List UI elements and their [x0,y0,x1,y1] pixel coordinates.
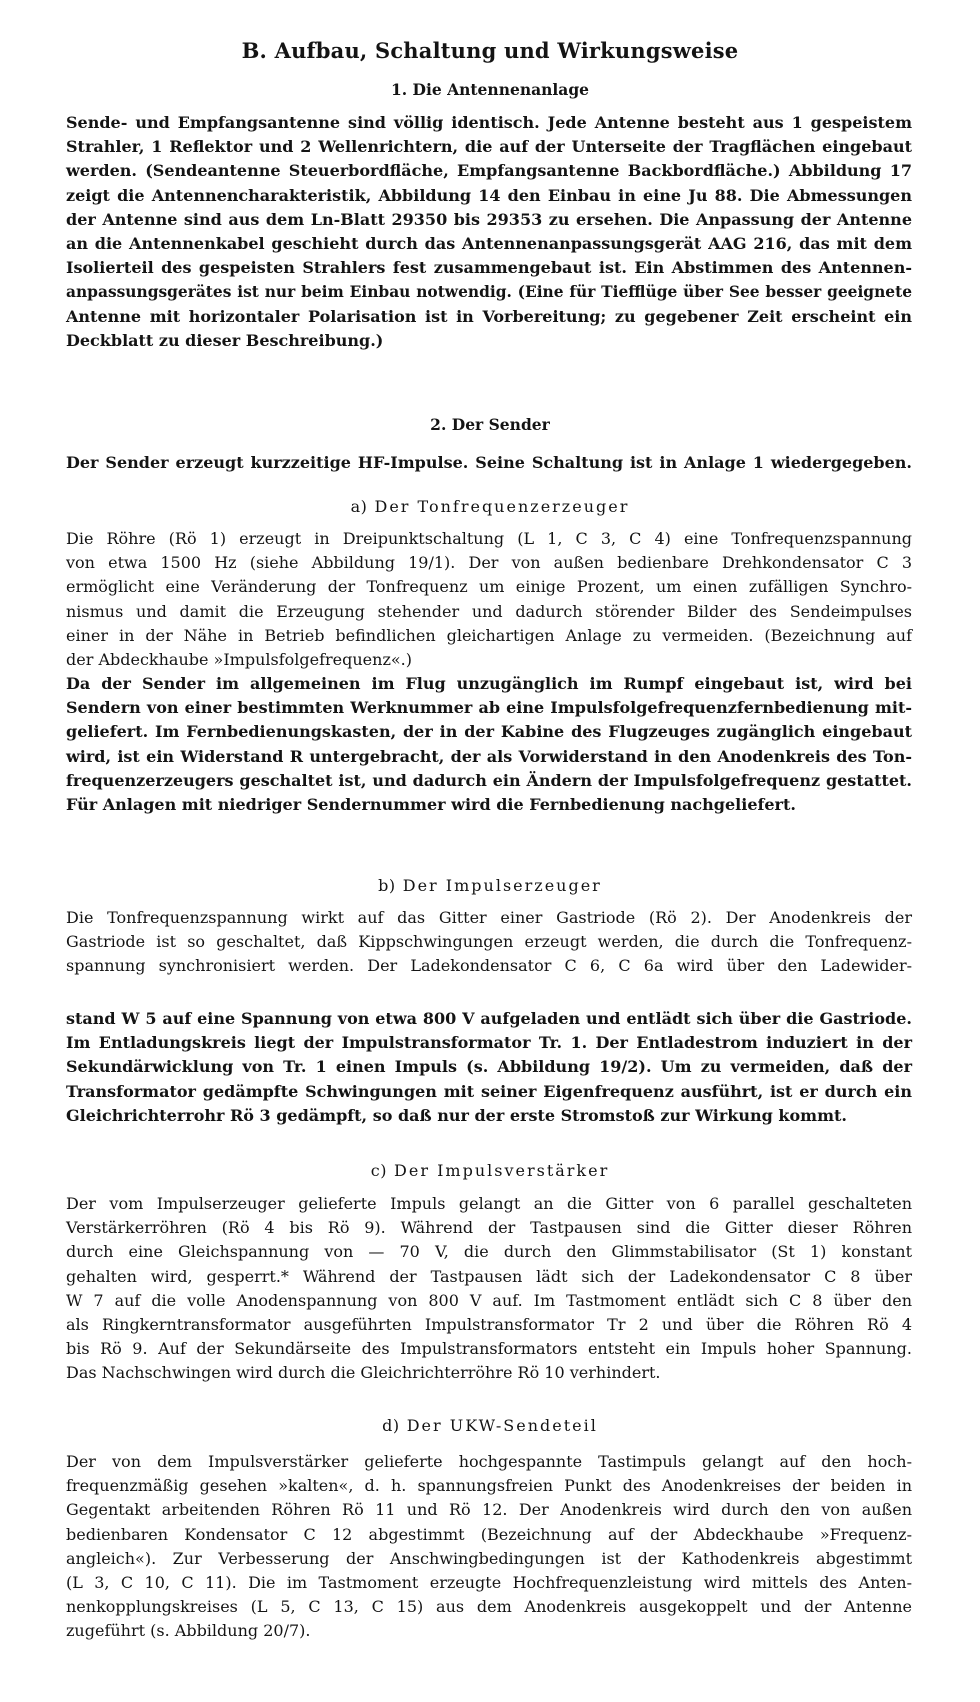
paragraph-tonfrequenzerzeuger-2 [66,672,912,817]
text-line: als Ringkerntransformator ausgeführten Impulstransformator Tr 2 und über die Röhren Rö 4 [66,1315,912,1335]
text-line: werden. (Sendeantenne Steuerbordfläche, Empfangsantenne Backbordfläche.) Abbildung 17 [66,161,912,181]
text-line: Da der Sender im allgemeinen im Flug unzugänglich im Rumpf eingebaut ist, wird bei [66,674,912,693]
text-line: Sendern von einer bestimmten Werknummer ab eine Impulsfolgefrequenzfernbedienung mit- [66,698,912,718]
text-line: Isolierteil des gespeisten Strahlers fest zusammengebaut ist. Ein Abstimmen des Antennen- [66,258,912,278]
text-line: Die Tonfrequenzspannung wirkt auf das Gitter einer Gastriode (Rö 2). Der Anodenkreis der [66,908,912,927]
subsection-letter: c) [370,1161,387,1180]
subsection-letter: d) [382,1416,400,1435]
text-line: zugeführt (s. Abbildung 20/7). [66,1621,311,1641]
text-line: (L 3, C 10, C 11). Die im Tastmoment erzeugte Hochfrequenzleistung wird mittels des Anten- [66,1573,912,1593]
paragraph-antennenanlage [66,111,912,353]
subsection-letter: b) [378,876,396,895]
text-line: Sende- und Empfangsantenne sind völlig identisch. Jede Antenne besteht aus 1 gespeistem [66,113,912,132]
text-line: frequenzmäßig gesehen »kalten«, d. h. spannungsfreien Punkt des Anodenkreises der beiden in [66,1476,912,1496]
paragraph-sender-intro [66,451,912,475]
text-line: Der Sender erzeugt kurzzeitige HF-Impulse. Seine Schaltung ist in Anlage 1 wiedergegeben. [66,453,912,472]
text-line: Die Röhre (Rö 1) erzeugt in Dreipunktschaltung (L 1, C 3, C 4) eine Tonfrequenzspannung [66,529,912,548]
paragraph-impulserzeuger-2 [66,1007,912,1128]
text-line: Antenne mit horizontaler Polarisation ist in Vorbereitung; zu gegebener Zeit erscheint ein [66,306,912,326]
subsection-title: Der Tonfrequenzerzeuger [374,497,630,516]
text-line: Gastriode ist so geschaltet, daß Kippschwingungen erzeugt werden, die durch die Tonfrequenz- [66,932,912,952]
text-line: Transformator gedämpfte Schwingungen mit seiner Eigenfrequenz ausführt, ist er durch ein [66,1081,912,1101]
text-line: frequenzerzeugers geschaltet ist, und dadurch ein Ändern der Impulsfolgefrequenz gestattet. [66,770,912,790]
text-line: angleich«). Zur Verbesserung der Anschwingbedingungen ist der Kathodenkreis abgestimmt [66,1548,912,1568]
subsection-heading-impulserzeuger [0,876,980,895]
subsection-title: Der UKW-Sendeteil [406,1416,598,1435]
text-line: nenkopplungskreises (L 5, C 13, C 15) aus dem Anodenkreis ausgekoppelt und der Antenne [66,1597,912,1617]
subsection-heading-tonfrequenzerzeuger [0,497,980,516]
text-line: stand W 5 auf eine Spannung von etwa 800 V aufgeladen und entlädt sich über die Gastriode. [66,1009,912,1028]
text-line: an die Antennenkabel geschieht durch das Antennenanpassungsgerät AAG 216, das mit dem [66,234,912,254]
text-line: der Antenne sind aus dem Ln-Blatt 29350 bis 29353 zu ersehen. Die Anpassung der Antenne [66,209,912,229]
text-line: bis Rö 9. Auf der Sekundärseite des Impulstransformators entsteht ein Impuls hoher Spannung. [66,1339,912,1359]
text-line: Strahler, 1 Reflektor und 2 Wellenrichtern, die auf der Unterseite der Tragflächen eingebaut [66,137,912,157]
text-line: ermöglicht eine Veränderung der Tonfrequenz um einige Prozent, um einen zufälligen Synchro- [66,577,912,597]
text-line: Der vom Impulserzeuger gelieferte Impuls gelangt an die Gitter von 6 parallel geschalteten [66,1194,912,1213]
paragraph-impulserzeuger-1 [66,906,912,979]
text-line: zeigt die Antennencharakteristik, Abbildung 14 den Einbau in eine Ju 88. Die Abmessungen [66,185,912,205]
paragraph-impulsverstaerker [66,1192,912,1386]
text-line: geliefert. Im Fernbedienungskasten, der in der Kabine des Flugzeuges zugänglich eingebaut [66,722,912,742]
text-line: durch eine Gleichspannung von — 70 V, die durch den Glimmstabilisator (St 1) konstant [66,1242,912,1262]
text-line: Für Anlagen mit niedriger Sendernummer wird die Fernbedienung nachgeliefert. [66,795,796,815]
text-line: Der von dem Impulsverstärker gelieferte hochgespannte Tastimpuls gelangt auf den hoch- [66,1452,912,1471]
text-line: der Abdeckhaube »Impulsfolgefrequenz«.) [66,650,412,670]
text-line: Verstärkerröhren (Rö 4 bis Rö 9). Während der Tastpausen sind die Gitter dieser Röhren [66,1218,912,1238]
text-line: Das Nachschwingen wird durch die Gleichrichterröhre Rö 10 verhindert. [66,1363,661,1383]
subsection-heading-ukw-sendeteil [0,1416,980,1435]
subsection-title: Der Impulserzeuger [402,876,602,895]
text-line: W 7 auf die volle Anodenspannung von 800 V auf. Im Tastmoment entlädt sich C 8 über den [66,1290,912,1310]
section-heading-antennenanlage: 1. Die Antennenanlage [390,80,590,99]
paragraph-tonfrequenzerzeuger-1 [66,527,912,672]
subsection-letter: a) [350,497,368,516]
text-line: bedienbaren Kondensator C 12 abgestimmt (Bezeichnung auf der Abdeckhaube »Frequenz- [66,1524,912,1544]
text-line: wird, ist ein Widerstand R untergebracht, der als Vorwiderstand in den Anodenkreis des Ton- [66,746,912,766]
text-line: Sekundärwicklung von Tr. 1 einen Impuls (s. Abbildung 19/2). Um zu vermeiden, daß der [66,1057,912,1077]
text-line: gehalten wird, gesperrt.* Während der Tastpausen lädt sich der Ladekondensator C 8 über [66,1266,912,1286]
text-line: Gegentakt arbeitenden Röhren Rö 11 und Rö 12. Der Anodenkreis wird durch den von außen [66,1500,912,1520]
section-heading-sender: 2. Der Sender [430,415,550,434]
text-line: von etwa 1500 Hz (siehe Abbildung 19/1). Der von außen bedienbare Drehkondensator C 3 [66,553,912,573]
text-line: Im Entladungskreis liegt der Impulstransformator Tr. 1. Der Entladestrom induziert in der [66,1033,912,1053]
paragraph-ukw-sendeteil [66,1450,912,1644]
subsection-heading-impulsverstaerker [0,1161,980,1180]
text-line: spannung synchronisiert werden. Der Ladekondensator C 6, C 6a wird über den Ladewider- [66,956,912,976]
text-line: nismus und damit die Erzeugung stehender und dadurch störender Bilder des Sendeimpulses [66,601,912,621]
text-line: anpassungsgerätes ist nur beim Einbau notwendig. (Eine für Tiefflüge über See besser geeignete [66,283,912,302]
page-title: B. Aufbau, Schaltung und Wirkungsweise [241,38,739,63]
text-line: Deckblatt zu dieser Beschreibung.) [66,330,384,350]
text-line: einer in der Nähe in Betrieb befindlichen gleichartigen Anlage zu vermeiden. (Bezeichnung auf [66,625,912,645]
subsection-title: Der Impulsverstärker [394,1161,610,1180]
text-line: Gleichrichterrohr Rö 3 gedämpft, so daß nur der erste Stromstoß zur Wirkung kommt. [66,1105,847,1125]
